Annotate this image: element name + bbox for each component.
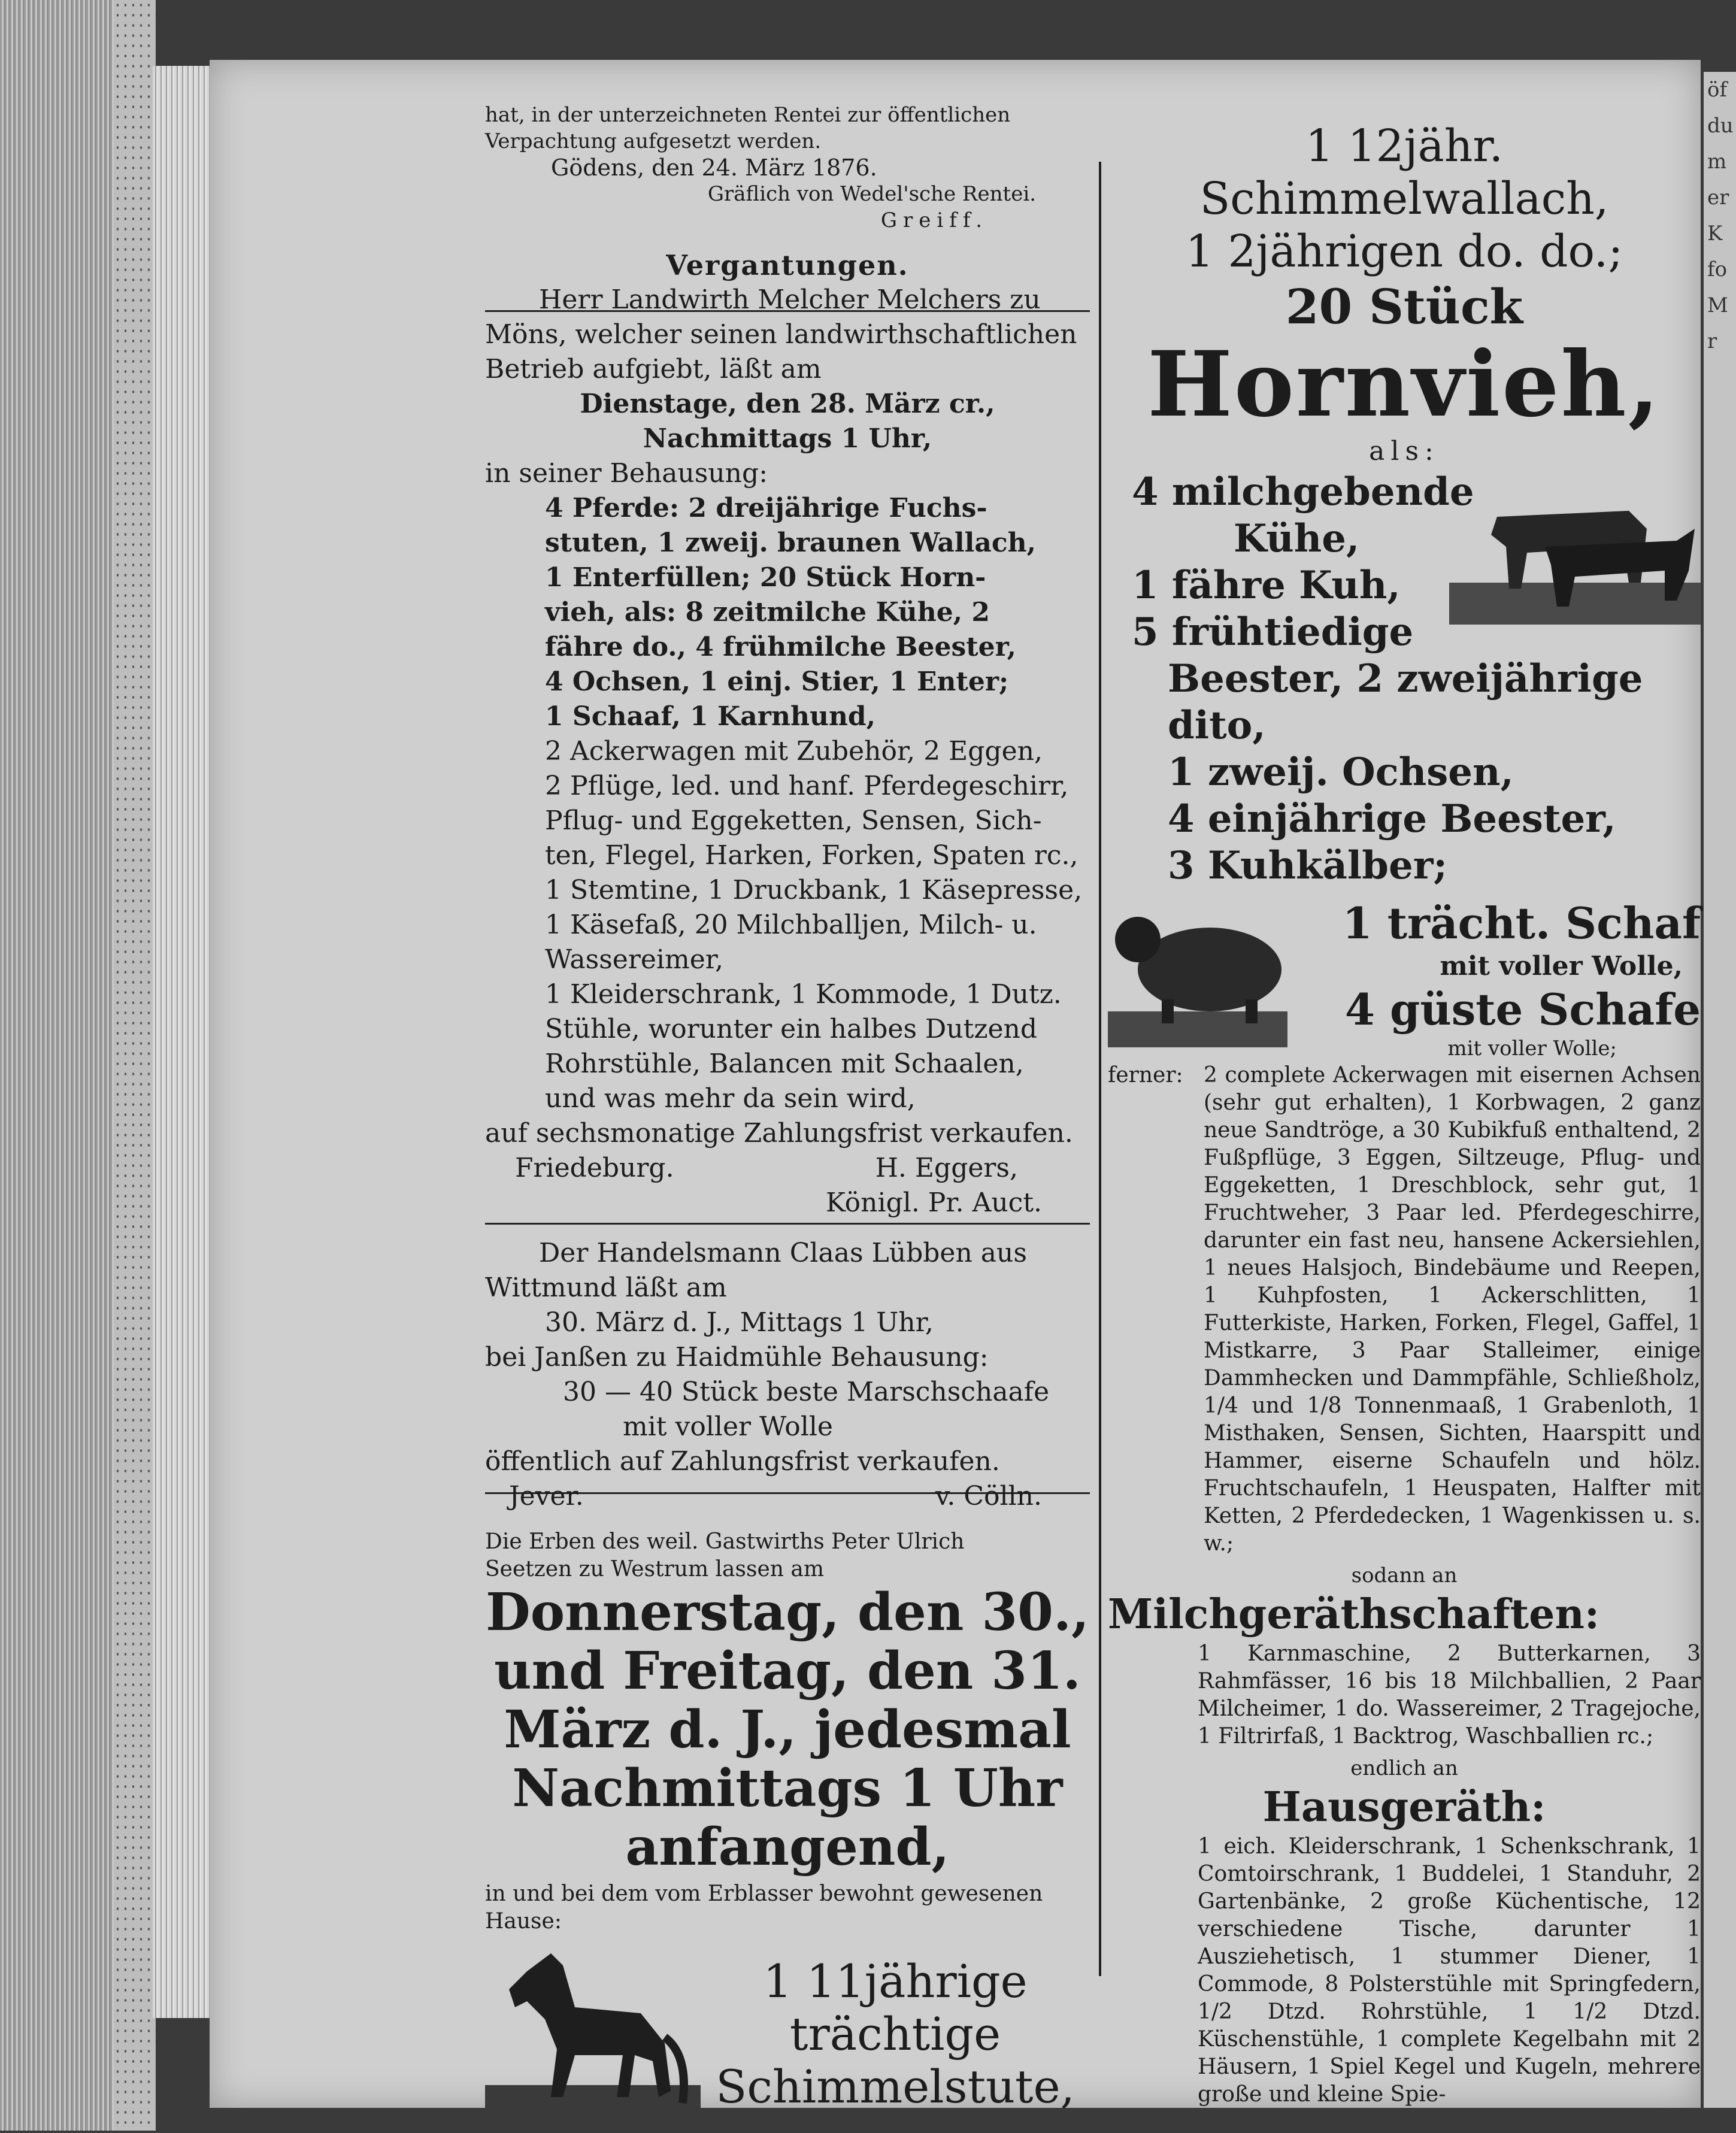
cattle-line: 5 frühtiedige [1132, 610, 1414, 655]
ad1-place: in seiner Behausung: [485, 458, 768, 489]
sheep-line: 1 trächt. Schaf [1342, 898, 1701, 949]
intro-line: Verpachtung aufgesetzt werden. [485, 129, 822, 153]
ad1-item: 1 Kleiderschrank, 1 Kommode, 1 Dutz. [545, 979, 1062, 1010]
ad3-big-line: Donnerstag, den 30., [486, 1582, 1089, 1643]
margin-fragment: M [1707, 293, 1728, 317]
ad1-item: Wassereimer, [545, 944, 723, 975]
cattle-line: Kühe, [1234, 516, 1360, 561]
page-leaves [153, 66, 210, 2018]
haus-heading: Hausgeräth: [1262, 1783, 1546, 1831]
book-edge [0, 0, 114, 2131]
sodann-label: sodann an [1351, 1564, 1458, 1587]
ad2-date: 30. März d. J., Mittags 1 Uhr, [545, 1307, 934, 1338]
column-divider [1099, 162, 1101, 1976]
cattle-line: 4 einjährige Beester, [1168, 796, 1616, 841]
ad3-big-line: und Freitag, den 31. [494, 1641, 1081, 1701]
cattle-line: 1 fähre Kuh, [1132, 563, 1401, 608]
ad2-line: Wittmund läßt am [485, 1272, 727, 1303]
ad1-item: 2 Ackerwagen mit Zubehör, 2 Eggen, [545, 736, 1043, 766]
ad3-big-line: März d. J., jedesmal [504, 1699, 1071, 1760]
ad1-signer: H. Eggers, [875, 1153, 1018, 1183]
ad3-line: Die Erben des weil. Gastwirths Peter Ulrich [485, 1529, 965, 1554]
mare-line: trächtige [789, 2007, 1001, 2061]
intro-date: Gödens, den 24. März 1876. [551, 154, 877, 181]
ad1-line: Herr Landwirth Melcher Melchers zu [539, 284, 1041, 315]
ad3-big-line: anfangend, [625, 1817, 950, 1877]
haus-text: 1 eich. Kleiderschrank, 1 Schenkschrank, 1 Comtoirschrank, 1 Buddelei, 1 Standuhr, 2 Gartenbänke, 2 große Küchentische, 12 verschiedene Tische, darunter 1 Ausziehetisch, 1 stummer Diener, 1 Commode, 8 Polsterstühle mit Springfedern, 1/2 Dtzd. Rohrstühle, 1 1/2 Dtzd. Küschenstühle, 1 complete Kegelbahn mit 2 Häusern, 1 Spiel Kegel und Kugeln, mehrere große und kleine Spie- [1198, 1834, 1701, 2107]
ad2-closing: öffentlich auf Zahlungsfrist verkaufen. [485, 1446, 1000, 1477]
intro-signer: Greiff. [880, 208, 988, 232]
endlich-label: endlich an [1350, 1756, 1458, 1780]
ad3-house: Hause: [485, 1909, 562, 1934]
margin-fragment: m [1707, 150, 1727, 174]
margin-fragment: r [1707, 329, 1717, 353]
ad1-item: 1 Schaaf, 1 Karnhund, [545, 701, 876, 732]
ad1-date: Dienstage, den 28. März cr., [580, 389, 995, 419]
milch-text: 1 Karnmaschine, 2 Butterkarnen, 3 Rahmfässer, 16 bis 18 Milchballien, 2 Paar Milcheimer, 1 do. Wassereimer, 2 Tragejoche, 1 Filtrirfaß, 1 Backtrog, Waschballien rc.; [1198, 1641, 1701, 1749]
top-line: 1 12jähr. Schimmelwallach, [1199, 120, 1609, 225]
ad1-item: 4 Ochsen, 1 einj. Stier, 1 Enter; [545, 666, 1009, 697]
sheep-line: mit voller Wolle, [1440, 951, 1683, 981]
sheep-line: mit voller Wolle; [1447, 1037, 1617, 1061]
ad1-place-sign: Friedeburg. [515, 1153, 674, 1183]
cattle-line: 4 milchgebende [1132, 469, 1474, 514]
ferner-text: 2 complete Ackerwagen mit eisernen Achsen (sehr gut erhalten), 1 Korbwagen, 2 ganz neue Sandtröge, a 30 Kubikfuß enthaltend, 2 Fußpflüge, 3 Eggen, Siltzeuge, Pflug- und Eggeketten, 1 Dreschblock, sehr gut, 1 Fruchtweher, 3 Paar led. Pferdegeschirre, darunter ein fast neu, hansene Ackersiehlen, 1 neues Halsjoch, Bindebäume und Reepen, 1 Kuhpfosten, 1 Ackerschlitten, 1 Futterkiste, Harken, Forken, Flegel, Gaffel, 1 Mistkarre, 3 Paar Stalleimer, einige Dammhecken und Dammpfähle, Schließholz, 1/4 und 1/8 Tonnenmaaß, 1 Grabenloth, 1 Misthaken, Sensen, Sichten, Haarspitt und Hammer, eiserne Schaufeln und hölz. Fruchtschaufeln, 1 Heuspaten, Halfter mit Ketten, 2 Pferdedecken, 1 Wagenkissen u. s. w.; [1204, 1063, 1701, 1556]
cattle-line: Beester, 2 zweijährige dito, [1168, 656, 1643, 748]
mare-line: 1 11jährige [763, 1955, 1028, 2008]
ad2-item: 30 — 40 Stück beste Marschschaafe [563, 1377, 1050, 1407]
als-label: als: [1369, 436, 1440, 466]
ad1-item: und was mehr da sein wird, [545, 1083, 916, 1114]
right-column [1108, 120, 1701, 2108]
ad1-item: 1 Käsefaß, 20 Milchballjen, Milch- u. [545, 910, 1037, 940]
top-line: 1 2jährigen do. do.; [1185, 226, 1623, 277]
cattle-line: 3 Kuhkälber; [1168, 843, 1448, 888]
ad2-item: mit voller Wolle [623, 1411, 833, 1442]
margin-fragment: öf [1707, 78, 1728, 102]
sheep-woodcut-icon [1108, 898, 1287, 1053]
horse-woodcut-icon [485, 1935, 701, 2133]
margin-fragment: K [1707, 222, 1723, 246]
hornvieh-title: Hornvieh, [1147, 332, 1661, 437]
sheep-line: 4 güste Schafe [1344, 984, 1701, 1035]
cattle-woodcut-icon [1449, 493, 1701, 631]
ad1-item: ten, Flegel, Harken, Forken, Spaten rc., [545, 840, 1078, 871]
ad2-place-sign: Jever. [509, 1481, 584, 1511]
cattle-line: 1 zweij. Ochsen, [1168, 750, 1514, 795]
ad3-big-line: Nachmittags 1 Uhr [512, 1758, 1063, 1819]
ad1-item: 2 Pflüge, led. und hanf. Pferdegeschirr, [545, 771, 1069, 801]
ad1-item: Rohrstühle, Balancen mit Schaalen, [545, 1049, 1024, 1079]
margin-fragment: fo [1707, 257, 1728, 281]
ad1-item: 1 Stemtine, 1 Druckbank, 1 Käsepresse, [545, 875, 1083, 905]
ad1-item: fähre do., 4 frühmilche Beester, [545, 632, 1016, 662]
ad3-house: in und bei dem vom Erblasser bewohnt gewesenen [485, 1881, 1043, 1906]
facing-page-margin [1704, 72, 1736, 2108]
ad1-item: Pflug- und Eggeketten, Sensen, Sich- [545, 805, 1042, 836]
ferner-label: ferner: [1108, 1063, 1183, 1087]
milch-heading: Milchgeräthschaften: [1108, 1590, 1599, 1638]
ad1-item: vieh, als: 8 zeitmilche Kühe, 2 [545, 597, 990, 628]
ad1-time: Nachmittags 1 Uhr, [643, 423, 932, 454]
ad1-item: 1 Enterfüllen; 20 Stück Horn- [545, 562, 986, 593]
ad2-signer: v. Cölln. [935, 1481, 1042, 1511]
ad2-place: bei Janßen zu Haidmühle Behausung: [485, 1342, 989, 1372]
ad1-signer-title: Königl. Pr. Auct. [825, 1187, 1042, 1218]
ad1-item: stuten, 1 zweij. braunen Wallach, [545, 528, 1036, 558]
ad1-line: Betrieb aufgiebt, läßt am [485, 354, 822, 384]
ad1-closing: auf sechsmonatige Zahlungsfrist verkaufen. [485, 1118, 1073, 1149]
margin-fragment: du [1707, 114, 1734, 138]
ad1-item: Stühle, worunter ein halbes Dutzend [545, 1014, 1038, 1044]
ad2-line: Der Handelsmann Claas Lübben aus [539, 1238, 1027, 1268]
intro-line: hat, in der unterzeichneten Rentei zur öffentlichen [485, 103, 1011, 127]
ad1-line: Möns, welcher seinen landwirthschaftlichen [485, 319, 1077, 350]
ad3-line: Seetzen zu Westrum lassen am [485, 1557, 824, 1581]
ad1-item: 4 Pferde: 2 dreijährige Fuchs- [545, 493, 987, 523]
mare-line: Schimmelstute, [716, 2060, 1075, 2113]
ad1-heading: Vergantungen. [666, 249, 909, 281]
speckled-edge [114, 0, 156, 2131]
intro-signature: Gräflich von Wedel'sche Rentei. [707, 182, 1036, 206]
margin-fragment: er [1707, 186, 1729, 210]
left-column [485, 102, 1090, 2133]
stueck-line: 20 Stück [1285, 278, 1523, 335]
